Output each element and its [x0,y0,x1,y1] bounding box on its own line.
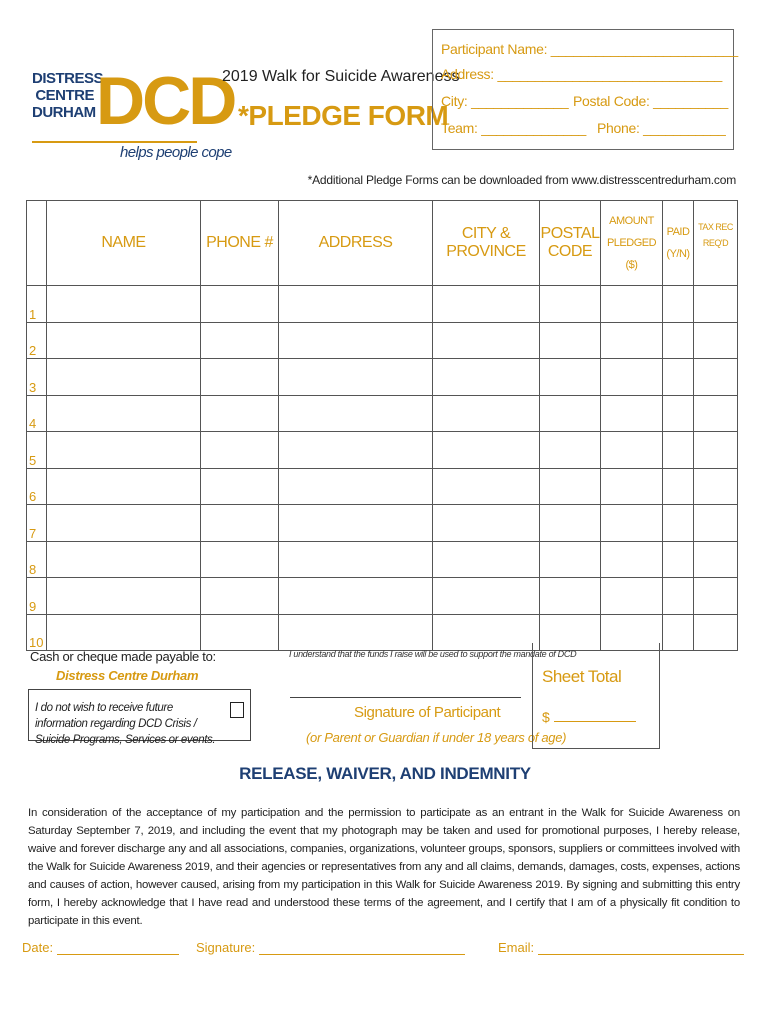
table-row [27,468,738,505]
cell-name[interactable] [47,395,201,432]
email-blank[interactable] [538,940,744,955]
form-title: *PLEDGE FORM [238,100,449,131]
cell-paid[interactable] [663,432,694,469]
cell-tax[interactable] [694,322,738,359]
cell-city[interactable] [433,541,540,578]
table-header-row [27,201,738,286]
payee-name: Distress Centre Durham [56,668,199,683]
cell-postal[interactable] [540,395,601,432]
email-field[interactable] [498,940,744,955]
cell-paid[interactable] [663,359,694,396]
header-postal [540,201,601,286]
funds-statement: I understand that the funds I raise will be used to support the mandate of DCD [289,649,577,659]
row-number: 10 [27,614,47,651]
cell-tax[interactable] [694,395,738,432]
cell-name[interactable] [47,614,201,651]
cell-name[interactable] [47,468,201,505]
cell-amount[interactable] [601,322,663,359]
cell-address[interactable] [279,505,433,542]
cell-postal[interactable] [540,578,601,615]
address-field[interactable]: Address: ______________________________ [441,66,723,82]
logo-letters: DCD [96,63,235,139]
cell-paid[interactable] [663,322,694,359]
cell-city[interactable] [433,614,540,651]
cell-phone[interactable] [201,322,279,359]
cell-paid[interactable] [663,614,694,651]
signature-line[interactable] [290,697,521,698]
logo-org-name [32,70,104,121]
header-tax [694,201,738,286]
cell-address[interactable] [279,468,433,505]
sheet-total-field[interactable] [542,709,636,725]
cell-address[interactable] [279,432,433,469]
opt-out-text: I do not wish to receive future information regarding DCD Crisis / Suicide Programs, Services or events. [35,702,216,746]
release-text: In consideration of the acceptance of my participation and the permission to participate as an entrant in the Walk for Suicide Awareness on Saturday September 7, 2019, and including the event that my photograph may be taken and used for promotional purposes, I hereby release, waive and forever discharge any and all associations, companies, organizations, volunteer groups, sponsors, suppliers or committees involved with the Walk for Suicide Awareness 2019, and their agencies or representatives from any and all claims, demands, damages, costs, expenses, actions and causes of action, however caused, arising from my participation in this Walk for Suicide Awareness 2019. By signing and submitting this entry form, I hereby acknowledge that I have read and understood these terms of the agreement, and I certify that I am of a physically fit condition to participate in this event. [28,807,740,927]
cell-address[interactable] [279,614,433,651]
cell-paid[interactable] [663,541,694,578]
row-number: 4 [27,395,47,432]
cell-phone[interactable] [201,541,279,578]
participant-info-box [432,29,738,150]
city-field[interactable]: City: _____________ [441,93,569,109]
cell-postal[interactable] [540,432,601,469]
event-title: 2019 Walk for Suicide Awareness [222,68,460,85]
table-row [27,322,738,359]
participant-name-field[interactable]: Participant Name: _________________________ [441,41,738,57]
table-row [27,432,738,469]
row-number: 9 [27,578,47,615]
cell-address[interactable] [279,578,433,615]
footer-signature-field[interactable] [196,940,465,955]
download-note: *Additional Pledge Forms can be downloaded from www.distresscentredurham.com [307,173,736,187]
cell-postal[interactable] [540,359,601,396]
cell-city[interactable] [433,395,540,432]
cell-name[interactable] [47,286,201,323]
header-paid-2: (Y/N) [666,248,690,260]
cell-name[interactable] [47,359,201,396]
cell-amount[interactable] [601,432,663,469]
header-tax-1: TAX REC [698,222,733,232]
cell-phone[interactable] [201,578,279,615]
header-amount-2: PLEDGED ($) [606,237,657,271]
cell-phone[interactable] [201,395,279,432]
cell-name[interactable] [47,505,201,542]
cell-postal[interactable] [540,505,601,542]
table-row [27,578,738,615]
header-amount-1: AMOUNT [609,215,654,227]
cell-tax[interactable] [694,286,738,323]
opt-out-box [28,689,251,746]
cell-tax[interactable] [694,505,738,542]
header-name: NAME [47,201,201,286]
cell-city[interactable] [433,578,540,615]
header-address: ADDRESS [279,201,433,286]
row-number: 5 [27,432,47,469]
table-row [27,541,738,578]
date-label: Date: [22,940,54,955]
sheet-total-box [532,643,660,749]
cell-city[interactable] [433,432,540,469]
cell-amount[interactable] [601,395,663,432]
release-title: RELEASE, WAIVER, AND INDEMNITY [239,764,531,783]
cell-tax[interactable] [694,541,738,578]
cell-address[interactable] [279,322,433,359]
footer-signature-label: Signature: [196,940,256,955]
header-paid [663,201,694,286]
cell-amount[interactable] [601,286,663,323]
cell-name[interactable] [47,322,201,359]
header-city: CITY & PROVINCE [433,201,540,286]
signature-label: Signature of Participant [354,704,501,721]
header-tax-2: REQ'D [702,238,729,248]
logo-underline [32,141,197,143]
row-number: 6 [27,468,47,505]
cell-city[interactable] [433,359,540,396]
cell-tax[interactable] [694,614,738,651]
header-paid-1: PAID [666,226,690,238]
cell-city[interactable] [433,322,540,359]
sheet-total-label: Sheet Total [542,667,622,686]
cell-phone[interactable] [201,286,279,323]
row-number: 1 [27,286,47,323]
cell-city[interactable] [433,468,540,505]
cell-postal[interactable] [540,286,601,323]
cell-paid[interactable] [663,286,694,323]
cell-address[interactable] [279,359,433,396]
pledge-table [26,200,738,651]
postal-code-field[interactable]: Postal Code: __________ [573,93,729,109]
cell-amount[interactable] [601,578,663,615]
cell-city[interactable] [433,286,540,323]
logo-line-1: DISTRESS [32,70,104,87]
row-number: 3 [27,359,47,396]
cell-postal[interactable] [540,541,601,578]
header-amount [601,201,663,286]
cell-paid[interactable] [663,395,694,432]
table-row [27,286,738,323]
cell-name[interactable] [47,432,201,469]
cell-tax[interactable] [694,432,738,469]
cell-paid[interactable] [663,505,694,542]
cell-name[interactable] [47,541,201,578]
cell-amount[interactable] [601,541,663,578]
header-postal-2: CODE [547,243,593,260]
cell-phone[interactable] [201,614,279,651]
row-number: 2 [27,322,47,359]
email-label: Email: [498,940,535,955]
cell-paid[interactable] [663,578,694,615]
row-number: 7 [27,505,47,542]
logo-tagline: helps people cope [120,144,232,161]
cell-city[interactable] [433,505,540,542]
cell-address[interactable] [279,541,433,578]
table-row [27,505,738,542]
row-number: 8 [27,541,47,578]
cell-phone[interactable] [201,468,279,505]
cell-postal[interactable] [540,322,601,359]
cell-postal[interactable] [540,468,601,505]
opt-out-checkbox[interactable] [230,702,244,718]
phone-field[interactable]: Phone: ___________ [597,120,726,136]
footer-signature-blank[interactable] [259,940,465,955]
logo-line-3: DURHAM [32,104,96,121]
cell-phone[interactable] [201,359,279,396]
header-number [27,201,47,286]
cell-tax[interactable] [694,578,738,615]
date-field[interactable] [22,940,179,955]
cell-phone[interactable] [201,432,279,469]
cell-tax[interactable] [694,359,738,396]
header-phone: PHONE # [201,201,279,286]
table-row [27,359,738,396]
cell-tax[interactable] [694,468,738,505]
signature-guardian-note: (or Parent or Guardian if under 18 years of age) [306,730,567,745]
header-postal-1: POSTAL [540,225,600,242]
cell-amount[interactable] [601,468,663,505]
payment-instructions: Cash or cheque made payable to: [30,649,216,664]
sheet-total-blank[interactable] [554,721,636,722]
cell-name[interactable] [47,578,201,615]
cell-address[interactable] [279,395,433,432]
cell-address[interactable] [279,286,433,323]
team-field[interactable]: Team: ______________ [441,120,587,136]
cell-paid[interactable] [663,468,694,505]
logo-line-2: CENTRE [35,87,94,104]
cell-amount[interactable] [601,505,663,542]
cell-amount[interactable] [601,359,663,396]
cell-phone[interactable] [201,505,279,542]
table-row [27,395,738,432]
currency-symbol: $ [542,709,550,725]
date-blank[interactable] [57,940,179,955]
